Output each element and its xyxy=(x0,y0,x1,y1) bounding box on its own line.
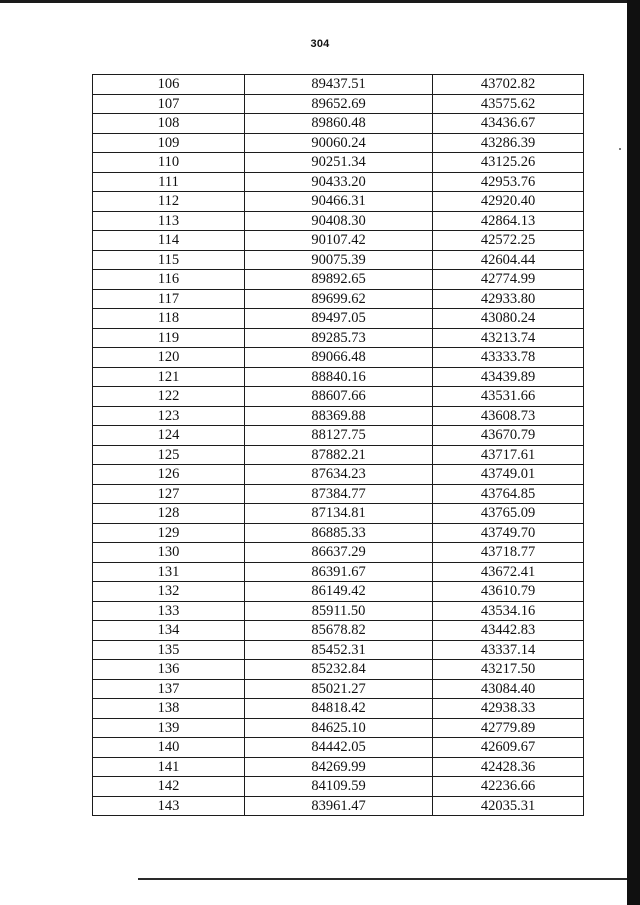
table-row xyxy=(93,640,584,660)
row-number-cell: 136 xyxy=(93,660,245,680)
table-row xyxy=(93,543,584,563)
table-row xyxy=(93,679,584,699)
row-number-cell: 112 xyxy=(93,192,245,212)
table-row xyxy=(93,367,584,387)
table-row xyxy=(93,796,584,816)
row-number-cell: 106 xyxy=(93,75,245,95)
row-number-cell: 122 xyxy=(93,387,245,407)
row-number-cell: 133 xyxy=(93,601,245,621)
table-row xyxy=(93,211,584,231)
value-b-cell: 43575.62 xyxy=(433,94,584,114)
table-row xyxy=(93,153,584,173)
value-a-cell: 87384.77 xyxy=(245,484,433,504)
value-a-cell: 90466.31 xyxy=(245,192,433,212)
row-number-cell: 137 xyxy=(93,679,245,699)
value-a-cell: 90433.20 xyxy=(245,172,433,192)
row-number-cell: 117 xyxy=(93,289,245,309)
row-number-cell: 126 xyxy=(93,465,245,485)
table-row xyxy=(93,445,584,465)
value-b-cell: 42938.33 xyxy=(433,699,584,719)
table-row xyxy=(93,660,584,680)
value-b-cell: 43670.79 xyxy=(433,426,584,446)
value-a-cell: 84269.99 xyxy=(245,757,433,777)
row-number-cell: 110 xyxy=(93,153,245,173)
table-row xyxy=(93,387,584,407)
value-b-cell: 43213.74 xyxy=(433,328,584,348)
value-a-cell: 85232.84 xyxy=(245,660,433,680)
value-b-cell: 43286.39 xyxy=(433,133,584,153)
value-b-cell: 43765.09 xyxy=(433,504,584,524)
table-row xyxy=(93,523,584,543)
row-number-cell: 125 xyxy=(93,445,245,465)
value-b-cell: 43084.40 xyxy=(433,679,584,699)
table-row xyxy=(93,231,584,251)
value-b-cell: 42572.25 xyxy=(433,231,584,251)
value-a-cell: 90408.30 xyxy=(245,211,433,231)
value-a-cell: 89497.05 xyxy=(245,309,433,329)
table-row xyxy=(93,718,584,738)
row-number-cell: 132 xyxy=(93,582,245,602)
table-row xyxy=(93,562,584,582)
table-row xyxy=(93,250,584,270)
value-a-cell: 90060.24 xyxy=(245,133,433,153)
value-b-cell: 43610.79 xyxy=(433,582,584,602)
table-body xyxy=(93,75,584,816)
row-number-cell: 118 xyxy=(93,309,245,329)
value-a-cell: 89652.69 xyxy=(245,94,433,114)
table-row xyxy=(93,757,584,777)
value-b-cell: 43718.77 xyxy=(433,543,584,563)
row-number-cell: 123 xyxy=(93,406,245,426)
row-number-cell: 127 xyxy=(93,484,245,504)
value-b-cell: 43442.83 xyxy=(433,621,584,641)
row-number-cell: 129 xyxy=(93,523,245,543)
value-a-cell: 86637.29 xyxy=(245,543,433,563)
table-row xyxy=(93,601,584,621)
value-a-cell: 88369.88 xyxy=(245,406,433,426)
value-b-cell: 42035.31 xyxy=(433,796,584,816)
table-row xyxy=(93,289,584,309)
scan-edge-bottom xyxy=(138,878,627,880)
value-a-cell: 88127.75 xyxy=(245,426,433,446)
value-b-cell: 43439.89 xyxy=(433,367,584,387)
row-number-cell: 119 xyxy=(93,328,245,348)
value-b-cell: 43749.01 xyxy=(433,465,584,485)
value-b-cell: 43702.82 xyxy=(433,75,584,95)
table-row xyxy=(93,484,584,504)
value-a-cell: 83961.47 xyxy=(245,796,433,816)
value-b-cell: 42236.66 xyxy=(433,777,584,797)
row-number-cell: 115 xyxy=(93,250,245,270)
row-number-cell: 131 xyxy=(93,562,245,582)
value-a-cell: 90107.42 xyxy=(245,231,433,251)
value-b-cell: 43333.78 xyxy=(433,348,584,368)
value-b-cell: 42604.44 xyxy=(433,250,584,270)
value-b-cell: 43531.66 xyxy=(433,387,584,407)
data-table xyxy=(92,74,584,816)
table-row xyxy=(93,621,584,641)
value-a-cell: 87882.21 xyxy=(245,445,433,465)
table-row xyxy=(93,465,584,485)
value-a-cell: 85678.82 xyxy=(245,621,433,641)
table-row xyxy=(93,192,584,212)
row-number-cell: 107 xyxy=(93,94,245,114)
value-a-cell: 86885.33 xyxy=(245,523,433,543)
value-b-cell: 43217.50 xyxy=(433,660,584,680)
value-b-cell: 42779.89 xyxy=(433,718,584,738)
row-number-cell: 111 xyxy=(93,172,245,192)
value-b-cell: 43080.24 xyxy=(433,309,584,329)
value-a-cell: 89892.65 xyxy=(245,270,433,290)
scan-speck xyxy=(619,148,621,150)
value-a-cell: 87134.81 xyxy=(245,504,433,524)
value-a-cell: 86149.42 xyxy=(245,582,433,602)
value-b-cell: 42920.40 xyxy=(433,192,584,212)
value-a-cell: 84625.10 xyxy=(245,718,433,738)
row-number-cell: 109 xyxy=(93,133,245,153)
table-row xyxy=(93,348,584,368)
row-number-cell: 140 xyxy=(93,738,245,758)
scan-edge-right xyxy=(627,0,640,905)
value-a-cell: 84818.42 xyxy=(245,699,433,719)
row-number-cell: 124 xyxy=(93,426,245,446)
value-b-cell: 42774.99 xyxy=(433,270,584,290)
row-number-cell: 130 xyxy=(93,543,245,563)
value-b-cell: 43749.70 xyxy=(433,523,584,543)
row-number-cell: 108 xyxy=(93,114,245,134)
value-b-cell: 43764.85 xyxy=(433,484,584,504)
row-number-cell: 135 xyxy=(93,640,245,660)
row-number-cell: 143 xyxy=(93,796,245,816)
value-b-cell: 43672.41 xyxy=(433,562,584,582)
value-b-cell: 42609.67 xyxy=(433,738,584,758)
table-row xyxy=(93,738,584,758)
value-a-cell: 90075.39 xyxy=(245,250,433,270)
row-number-cell: 142 xyxy=(93,777,245,797)
value-b-cell: 43125.26 xyxy=(433,153,584,173)
value-a-cell: 85911.50 xyxy=(245,601,433,621)
table-row xyxy=(93,94,584,114)
value-b-cell: 42864.13 xyxy=(433,211,584,231)
row-number-cell: 121 xyxy=(93,367,245,387)
value-a-cell: 90251.34 xyxy=(245,153,433,173)
value-b-cell: 43717.61 xyxy=(433,445,584,465)
value-a-cell: 89860.48 xyxy=(245,114,433,134)
value-a-cell: 87634.23 xyxy=(245,465,433,485)
row-number-cell: 114 xyxy=(93,231,245,251)
scan-edge-top xyxy=(0,0,640,3)
table-row xyxy=(93,114,584,134)
page-number: 304 xyxy=(310,38,330,50)
table-row xyxy=(93,582,584,602)
value-b-cell: 42428.36 xyxy=(433,757,584,777)
value-b-cell: 43337.14 xyxy=(433,640,584,660)
table-row xyxy=(93,426,584,446)
table-row xyxy=(93,328,584,348)
value-a-cell: 85452.31 xyxy=(245,640,433,660)
value-b-cell: 43608.73 xyxy=(433,406,584,426)
row-number-cell: 113 xyxy=(93,211,245,231)
value-a-cell: 88607.66 xyxy=(245,387,433,407)
value-a-cell: 86391.67 xyxy=(245,562,433,582)
value-b-cell: 42933.80 xyxy=(433,289,584,309)
value-a-cell: 89699.62 xyxy=(245,289,433,309)
row-number-cell: 141 xyxy=(93,757,245,777)
row-number-cell: 120 xyxy=(93,348,245,368)
row-number-cell: 139 xyxy=(93,718,245,738)
value-a-cell: 89437.51 xyxy=(245,75,433,95)
value-a-cell: 89066.48 xyxy=(245,348,433,368)
table-row xyxy=(93,699,584,719)
table-row xyxy=(93,504,584,524)
table-row xyxy=(93,777,584,797)
table-row xyxy=(93,270,584,290)
row-number-cell: 116 xyxy=(93,270,245,290)
row-number-cell: 128 xyxy=(93,504,245,524)
row-number-cell: 138 xyxy=(93,699,245,719)
value-a-cell: 84109.59 xyxy=(245,777,433,797)
row-number-cell: 134 xyxy=(93,621,245,641)
value-a-cell: 85021.27 xyxy=(245,679,433,699)
value-a-cell: 88840.16 xyxy=(245,367,433,387)
value-b-cell: 42953.76 xyxy=(433,172,584,192)
table-row xyxy=(93,309,584,329)
value-b-cell: 43436.67 xyxy=(433,114,584,134)
table-row xyxy=(93,133,584,153)
table-row xyxy=(93,75,584,95)
value-a-cell: 84442.05 xyxy=(245,738,433,758)
table-row xyxy=(93,172,584,192)
table-row xyxy=(93,406,584,426)
value-b-cell: 43534.16 xyxy=(433,601,584,621)
value-a-cell: 89285.73 xyxy=(245,328,433,348)
